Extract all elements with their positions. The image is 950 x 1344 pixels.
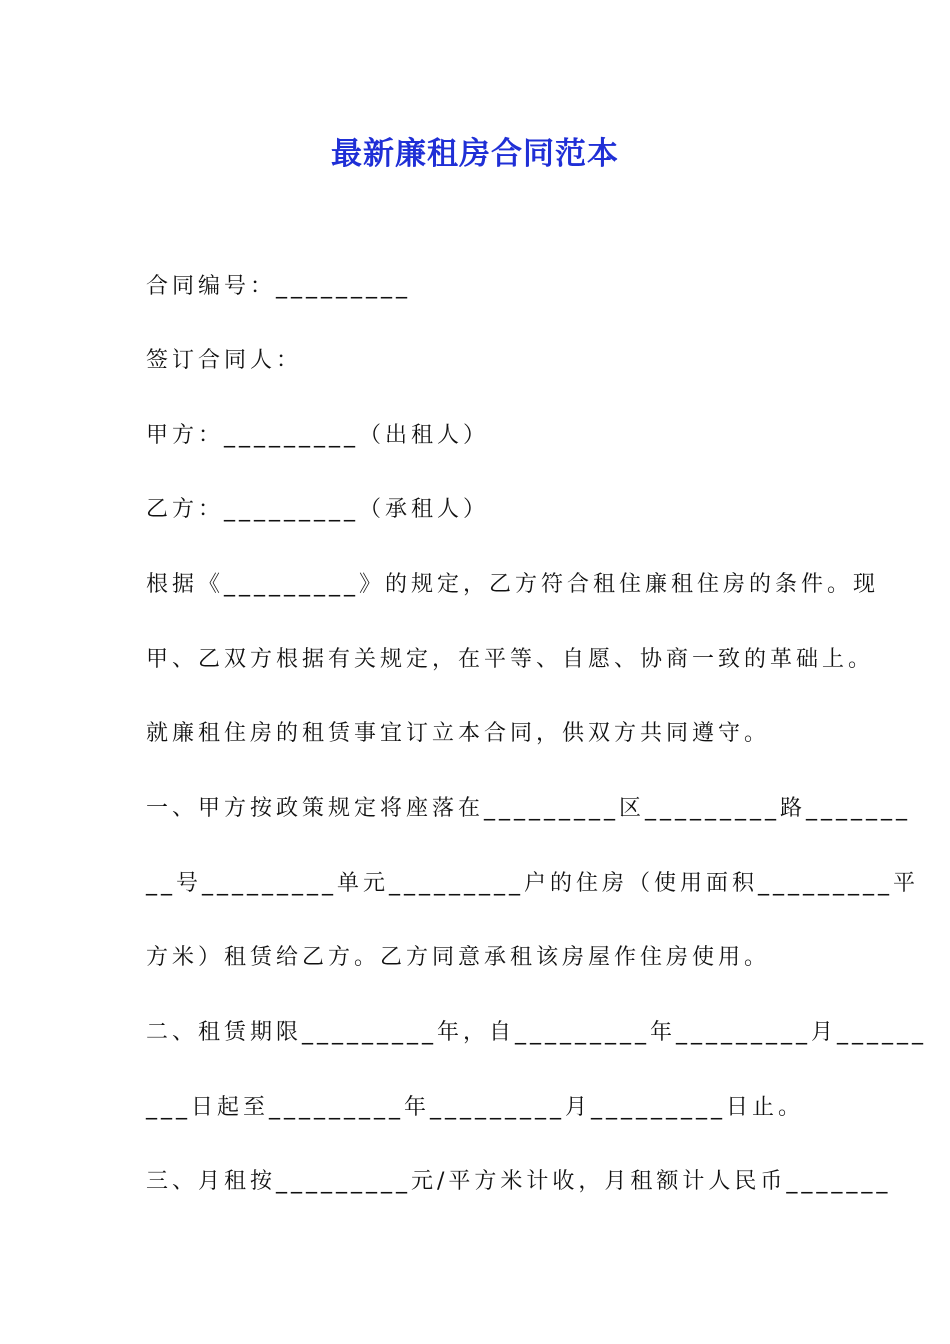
party-a-line: 甲方：_________（出租人） xyxy=(146,423,490,448)
clause-1-line: 一、甲方按政策规定将座落在_________区_________路_______ xyxy=(146,796,912,821)
clause-3-line: 三、月租按_________元/平方米计收，月租额计人民币_______ xyxy=(146,1169,892,1194)
body-line: 根据《_________》的规定，乙方符合租住廉租住房的条件。现 xyxy=(146,572,880,597)
clause-2-line: 二、租赁期限_________年，自_________年_________月______ xyxy=(146,1020,928,1045)
party-b-line: 乙方：_________（承租人） xyxy=(146,497,490,522)
clause-1-line: 方米）租赁给乙方。乙方同意承租该房屋作住房使用。 xyxy=(146,945,771,970)
clause-1-line: __号_________单元_________户的住房（使用面积_________平 xyxy=(146,871,920,896)
document-title: 最新廉租房合同范本 xyxy=(331,136,619,172)
body-line: 就廉租住房的租赁事宜订立本合同，供双方共同遵守。 xyxy=(146,721,771,746)
body-line: 甲、乙双方根据有关规定，在平等、自愿、协商一致的革础上。 xyxy=(146,647,875,672)
clause-2-line: ___日起至_________年_________月_________日止。 xyxy=(146,1095,805,1120)
signing-parties-line: 签订合同人： xyxy=(146,348,303,373)
contract-number-line: 合同编号：_________ xyxy=(146,274,412,299)
